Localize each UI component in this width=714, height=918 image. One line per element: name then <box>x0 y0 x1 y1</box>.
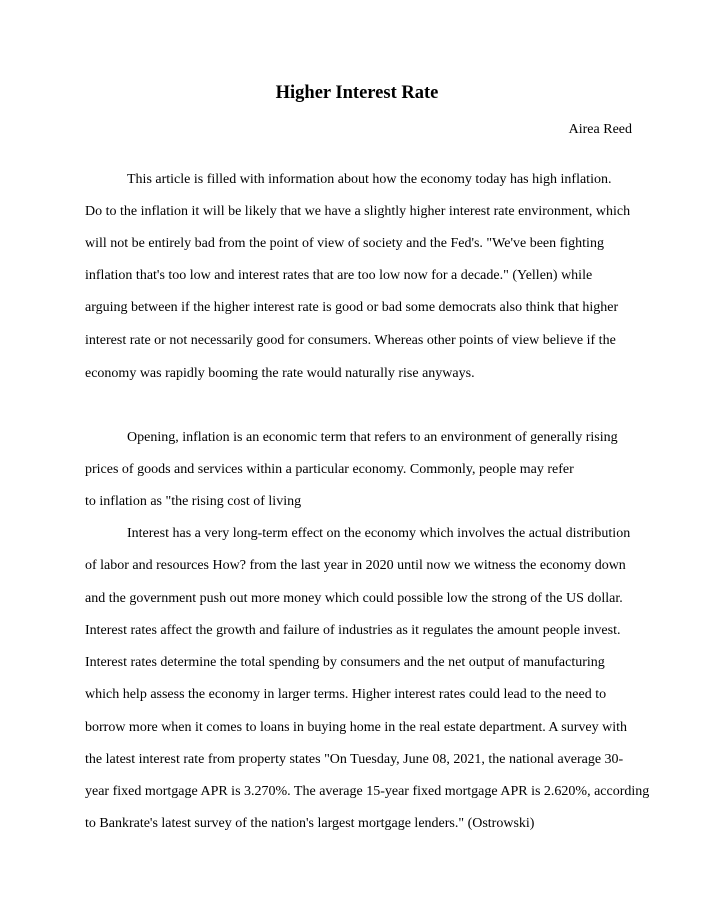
paragraph-1-line: economy was rapidly booming the rate would naturally rise anyways. <box>85 366 475 381</box>
paragraph-1-line: arguing between if the higher interest rate is good or bad some democrats also think that higher <box>85 300 619 315</box>
paragraph-3-line: and the government push out more money which could possible low the strong of the US dollar. <box>85 591 623 606</box>
paragraph-1-line: This article is filled with information about how the economy today has high inflation. <box>127 172 612 187</box>
paragraph-2-line: Opening, inflation is an economic term that refers to an environment of generally rising <box>127 430 618 445</box>
document-title: Higher Interest Rate <box>275 83 439 103</box>
paragraph-3-line: Interest rates affect the growth and failure of industries as it regulates the amount people invest. <box>85 623 621 638</box>
paragraph-3-line: the latest interest rate from property states "On Tuesday, June 08, 2021, the national average 30- <box>85 752 624 767</box>
paragraph-3-line: which help assess the economy in larger terms. Higher interest rates could lead to the need to <box>85 687 607 702</box>
paragraph-3-line: year fixed mortgage APR is 3.270%. The average 15-year fixed mortgage APR is 2.620%, according <box>85 784 650 799</box>
paragraph-3-line: to Bankrate's latest survey of the nation's largest mortgage lenders." (Ostrowski) <box>85 816 535 831</box>
paragraph-1-line: will not be entirely bad from the point of view of society and the Fed's. "We've been fighting <box>85 236 604 251</box>
paragraph-3-line: borrow more when it comes to loans in buying home in the real estate department. A survey with <box>85 720 627 735</box>
author-name: Airea Reed <box>568 122 632 137</box>
paragraph-2-line: to inflation as "the rising cost of living <box>85 494 302 509</box>
paragraph-3-line: Interest has a very long-term effect on the economy which involves the actual distribution <box>127 526 631 541</box>
paragraph-1-line: inflation that's too low and interest rates that are too low now for a decade." (Yellen) while <box>85 268 593 283</box>
paragraph-3-line: Interest rates determine the total spending by consumers and the net output of manufacturing <box>85 655 605 670</box>
paragraph-2-line: prices of goods and services within a particular economy. Commonly, people may refer <box>85 462 574 477</box>
paragraph-1-line: Do to the inflation it will be likely that we have a slightly higher interest rate environment, which <box>85 204 631 219</box>
paragraph-3-line: of labor and resources How? from the last year in 2020 until now we witness the economy down <box>85 558 626 573</box>
paragraph-1-line: interest rate or not necessarily good for consumers. Whereas other points of view believe if the <box>85 333 616 348</box>
